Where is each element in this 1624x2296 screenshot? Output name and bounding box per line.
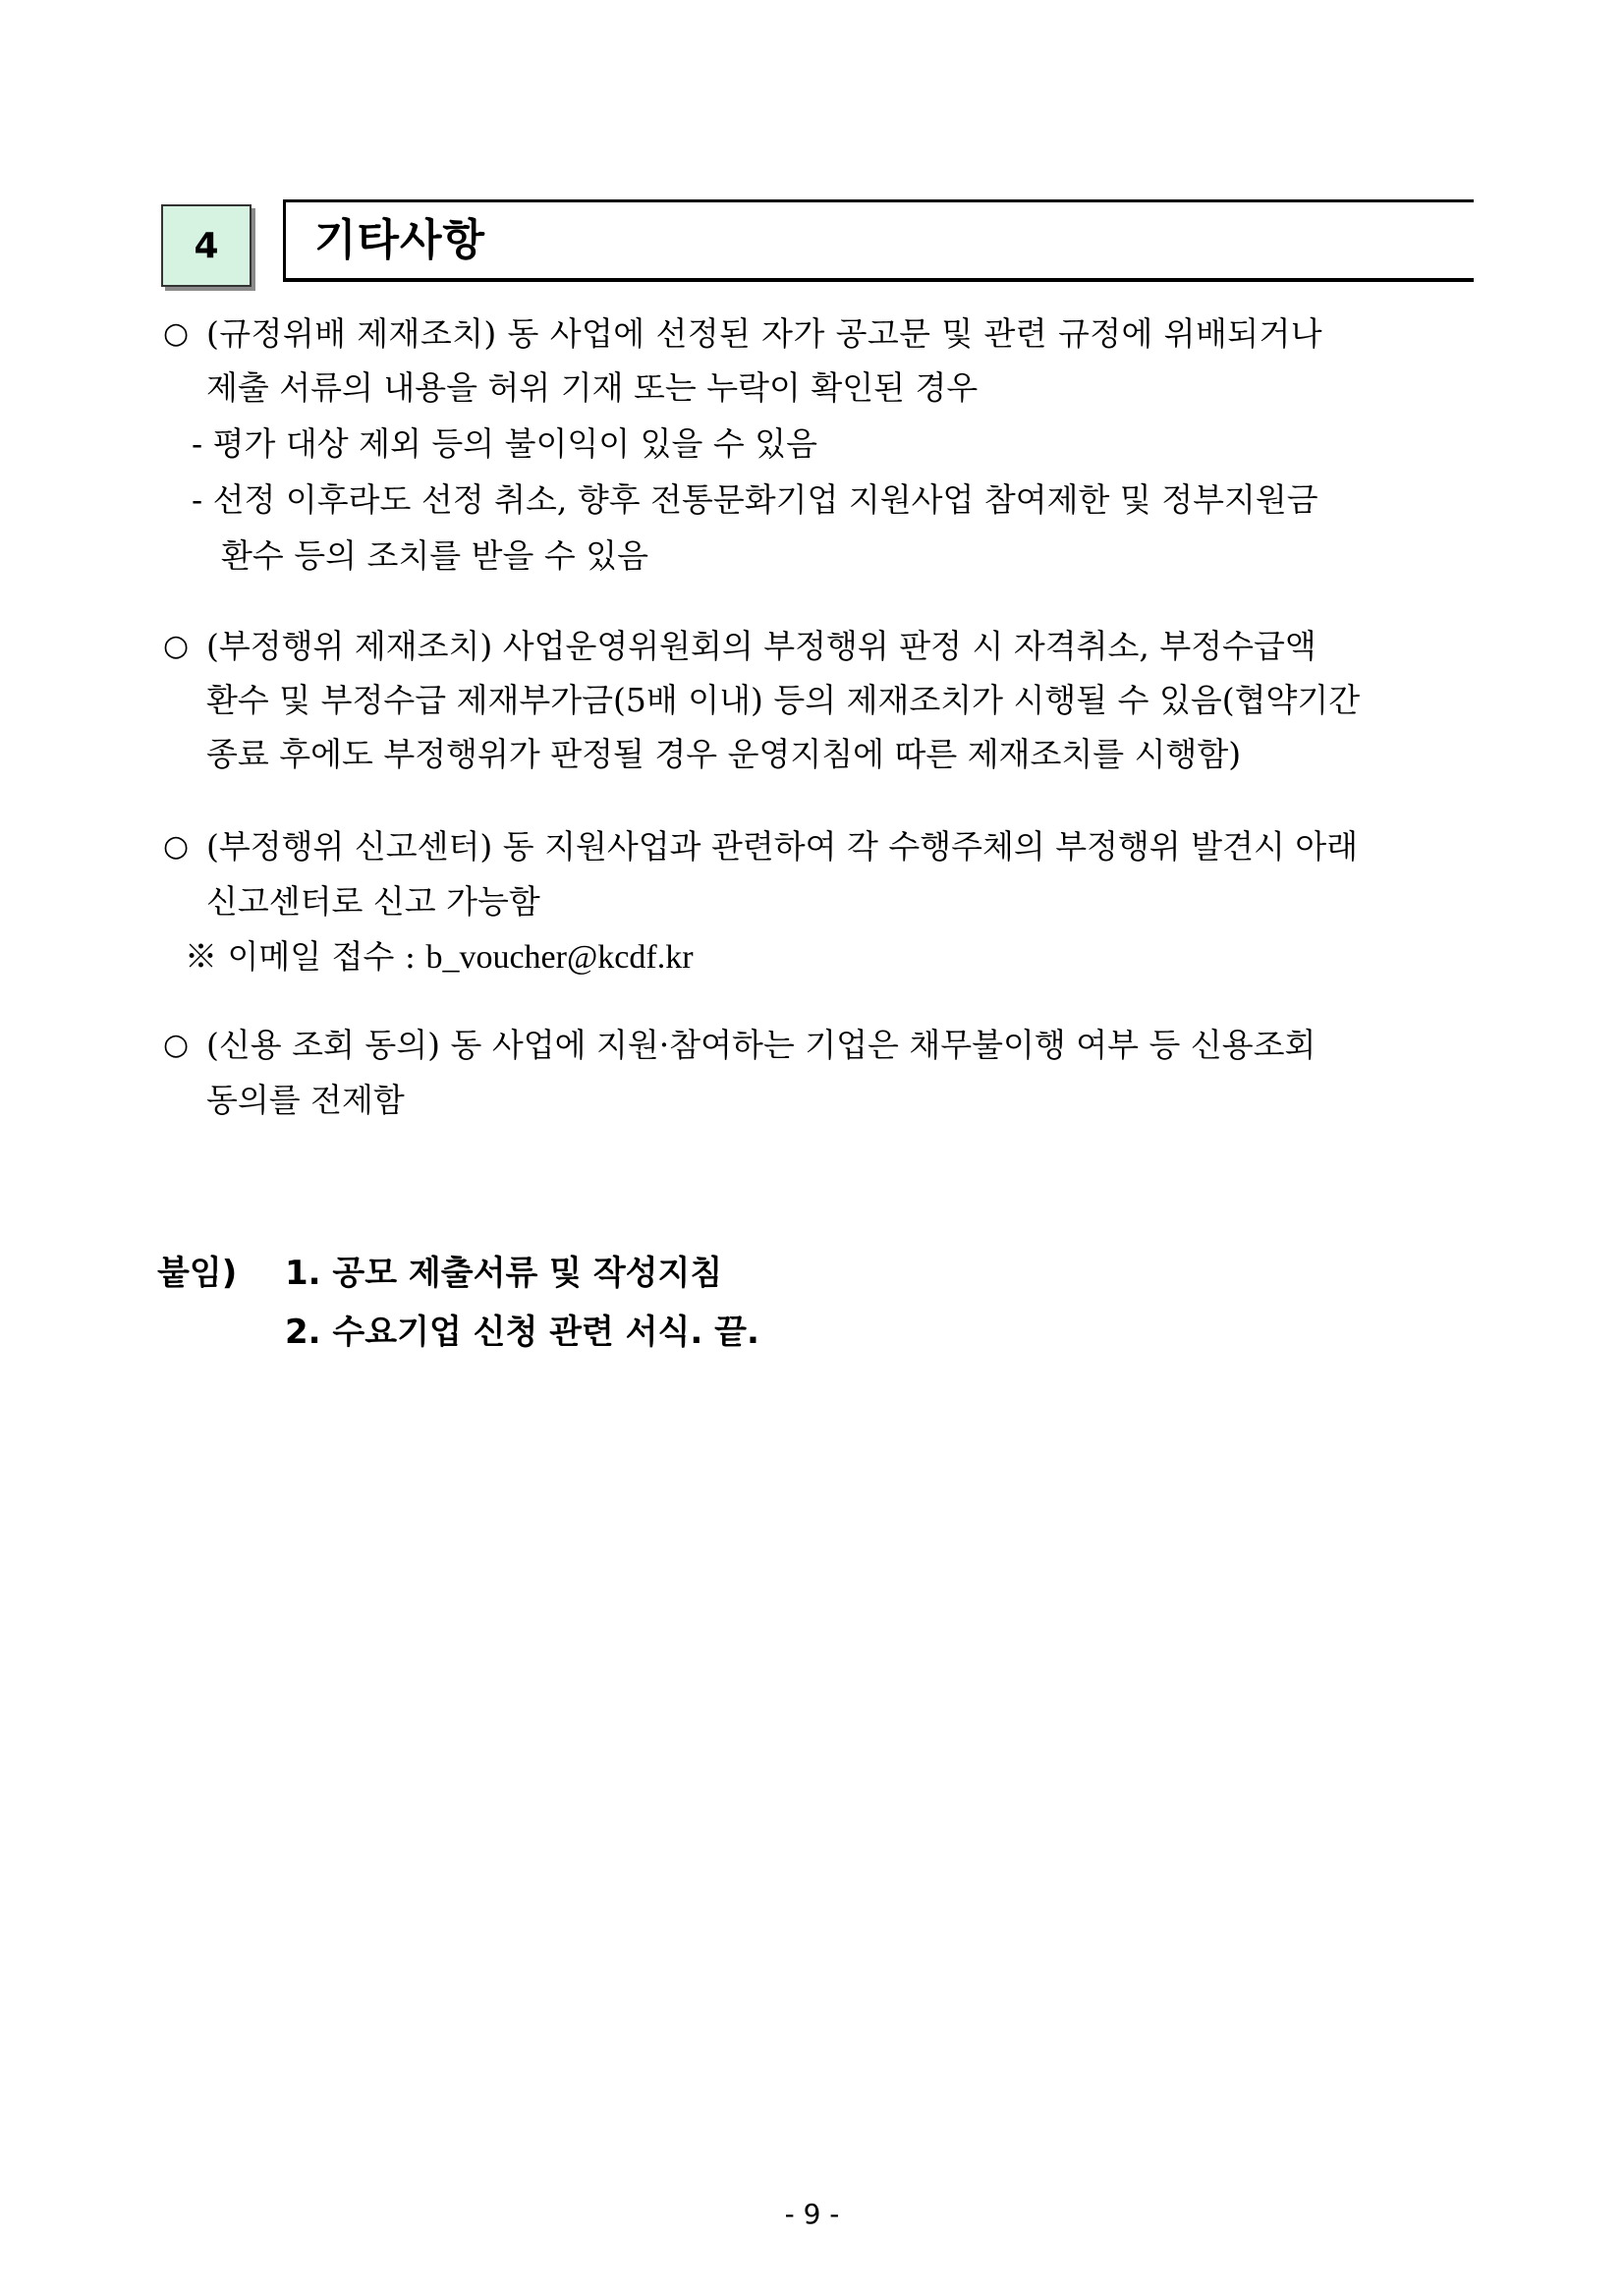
section-rule-top <box>283 199 1474 202</box>
item-bullet: ○ <box>163 1028 190 1062</box>
item-1-sub-2-line-1: - 선정 이후라도 선정 취소, 향후 전통문화기업 지원사업 참여제한 및 정부지원금 <box>192 480 1318 519</box>
section-rule-bottom <box>283 278 1474 282</box>
item-bullet: ○ <box>163 629 190 663</box>
item-4-line-2: 동의를 전제함 <box>206 1081 405 1119</box>
item-4-line-1: (신용 조회 동의) 동 사업에 지원·참여하는 기업은 채무불이행 여부 등 신용조회 <box>206 1026 1316 1064</box>
item-2-line-2: 환수 및 부정수급 제재부가금(5배 이내) 등의 제재조치가 시행될 수 있음(협약기간 <box>206 681 1361 719</box>
item-text: (규정위배 제재조치) 동 사업에 선정된 자가 공고문 및 관련 규정에 위배되거나 <box>206 314 1323 353</box>
item-1-line-1 <box>206 312 1479 356</box>
item-bullet: ○ <box>163 316 190 351</box>
attachment-2: 2. 수요기업 신청 관련 서식. 끝. <box>285 1313 759 1352</box>
attachment-1: 1. 공모 제출서류 및 작성지침 <box>285 1254 723 1293</box>
email-note <box>185 935 694 980</box>
item-2-line-3: 종료 후에도 부정행위가 판정될 경우 운영지침에 따른 제재조치를 시행함) <box>206 735 1242 773</box>
email-address: b_voucher@kcdf.kr <box>425 939 694 976</box>
item-bullet: ○ <box>163 829 190 864</box>
section-header <box>161 199 1474 284</box>
section-number-box <box>161 204 252 287</box>
email-note-label: ※ 이메일 접수 : <box>185 937 426 976</box>
section-title: 기타사항 <box>314 215 486 265</box>
item-3-line-2: 신고센터로 신고 가능함 <box>206 882 540 921</box>
attachments-label: 붙임) <box>157 1254 238 1293</box>
item-2-line-1: (부정행위 제재조치) 사업운영위원회의 부정행위 판정 시 자격취소, 부정수급액 <box>206 627 1316 665</box>
item-1-sub-1: - 평가 대상 제외 등의 불이익이 있을 수 있음 <box>192 424 817 463</box>
section-number: 4 <box>194 225 219 266</box>
item-3-line-1: (부정행위 신고센터) 동 지원사업과 관련하여 각 수행주체의 부정행위 발견시 아래 <box>206 827 1359 866</box>
page-number: - 9 - <box>784 2198 840 2230</box>
item-1-line-2: 제출 서류의 내용을 허위 기재 또는 누락이 확인된 경우 <box>206 368 979 407</box>
item-1-sub-2-line-2: 환수 등의 조치를 받을 수 있음 <box>221 536 648 575</box>
section-divider-bar <box>283 199 286 282</box>
